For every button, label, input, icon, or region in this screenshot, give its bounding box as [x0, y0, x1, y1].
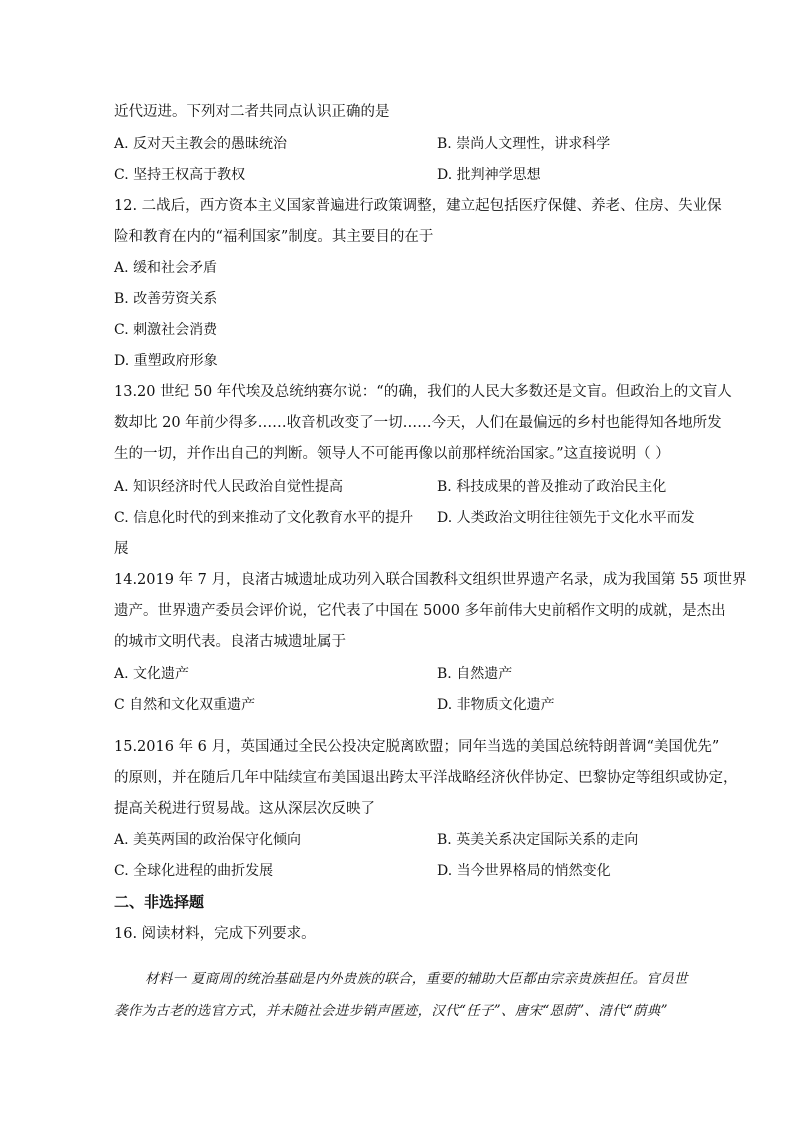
q13-stem-line2: 数却比 20 年前少得多……收音机改变了一切……今天，人们在最偏远的乡村也能得知各地所发: [114, 415, 722, 431]
q14-option-d: D. 非物质文化遗产: [437, 697, 555, 713]
q13-option-b: B. 科技成果的普及推动了政治民主化: [437, 479, 667, 495]
q11-option-a: A. 反对天主教会的愚昧统治: [114, 136, 288, 152]
q14-stem-line2: 遗产。世界遗产委员会评价说，它代表了中国在 5000 多年前伟大史前稻作文明的成就，是杰出: [114, 603, 726, 619]
q12-option-b: B. 改善劳资关系: [114, 291, 218, 307]
q13-stem-line1: 13.20 世纪 50 年代埃及总统纳赛尔说：“的确，我们的人民大多数还是文盲。但政治上的文盲人: [114, 384, 732, 400]
q13-option-d-wrap: 展: [114, 541, 129, 557]
q16-material-line1: 材料一 夏商周的统治基础是内外贵族的联合，重要的辅助大臣都由宗亲贵族担任。官员世: [145, 971, 688, 987]
q13-stem-line3: 生的一切，并作出自己的判断。领导人不可能再像以前那样统治国家。”这直接说明（ ）: [114, 446, 670, 462]
q16-material-line2: 袭作为古老的选官方式，并未随社会进步销声匿迹，汉代“任子”、唐宋“恩荫”、清代“荫典”: [114, 1003, 668, 1019]
q14-option-a: A. 文化遗产: [114, 666, 190, 682]
q11-stem-tail: 近代迈进。下列对二者共同点认识正确的是: [114, 104, 390, 120]
q15-stem-line2: 的原则，并在随后几年中陆续宣布美国退出跨太平洋战略经济伙伴协定、巴黎协定等组织或协定，: [114, 770, 738, 786]
q11-option-b: B. 崇尚人文理性，讲求科学: [437, 136, 611, 152]
q15-option-a: A. 美英两国的政治保守化倾向: [114, 832, 302, 848]
q12-option-c: C. 刺激社会消费: [114, 322, 218, 338]
q11-option-d: D. 批判神学思想: [437, 167, 541, 183]
q15-option-b: B. 英美关系决定国际关系的走向: [437, 832, 639, 848]
q15-stem-line3: 提高关税进行贸易战。这从深层次反映了: [114, 801, 375, 817]
q14-option-b: B. 自然遗产: [437, 666, 513, 682]
q12-stem-line1: 12. 二战后，西方资本主义国家普遍进行政策调整，建立起包括医疗保健、养老、住房、失业保: [114, 198, 722, 214]
q14-option-c: C 自然和文化双重遗产: [114, 697, 256, 713]
section-heading: 二、非选择题: [114, 893, 205, 911]
q14-stem-line3: 的城市文明代表。良渚古城遗址属于: [114, 634, 346, 650]
q15-option-c: C. 全球化进程的曲折发展: [114, 863, 274, 879]
q13-option-d: D. 人类政治文明往往领先于文化水平而发: [437, 510, 695, 526]
q11-option-c: C. 坚持王权高于教权: [114, 167, 246, 183]
q15-stem-line1: 15.2016 年 6 月，英国通过全民公投决定脱离欧盟；同年当选的美国总统特朗普调“美国优先”: [114, 739, 720, 755]
q12-option-d: D. 重塑政府形象: [114, 353, 218, 369]
q16-stem: 16. 阅读材料，完成下列要求。: [114, 926, 316, 942]
q12-option-a: A. 缓和社会矛盾: [114, 260, 218, 276]
q15-option-d: D. 当今世界格局的悄然变化: [437, 863, 611, 879]
q13-option-c: C. 信息化时代的到来推动了文化教育水平的提升: [114, 510, 414, 526]
q13-option-a: A. 知识经济时代人民政治自觉性提高: [114, 479, 344, 495]
q12-stem-line2: 险和教育在内的“福利国家”制度。其主要目的在于: [114, 229, 434, 245]
q14-stem-line1: 14.2019 年 7 月，良渚古城遗址成功列入联合国教科文组织世界遗产名录，成为我国第 55 项世界: [114, 572, 747, 588]
